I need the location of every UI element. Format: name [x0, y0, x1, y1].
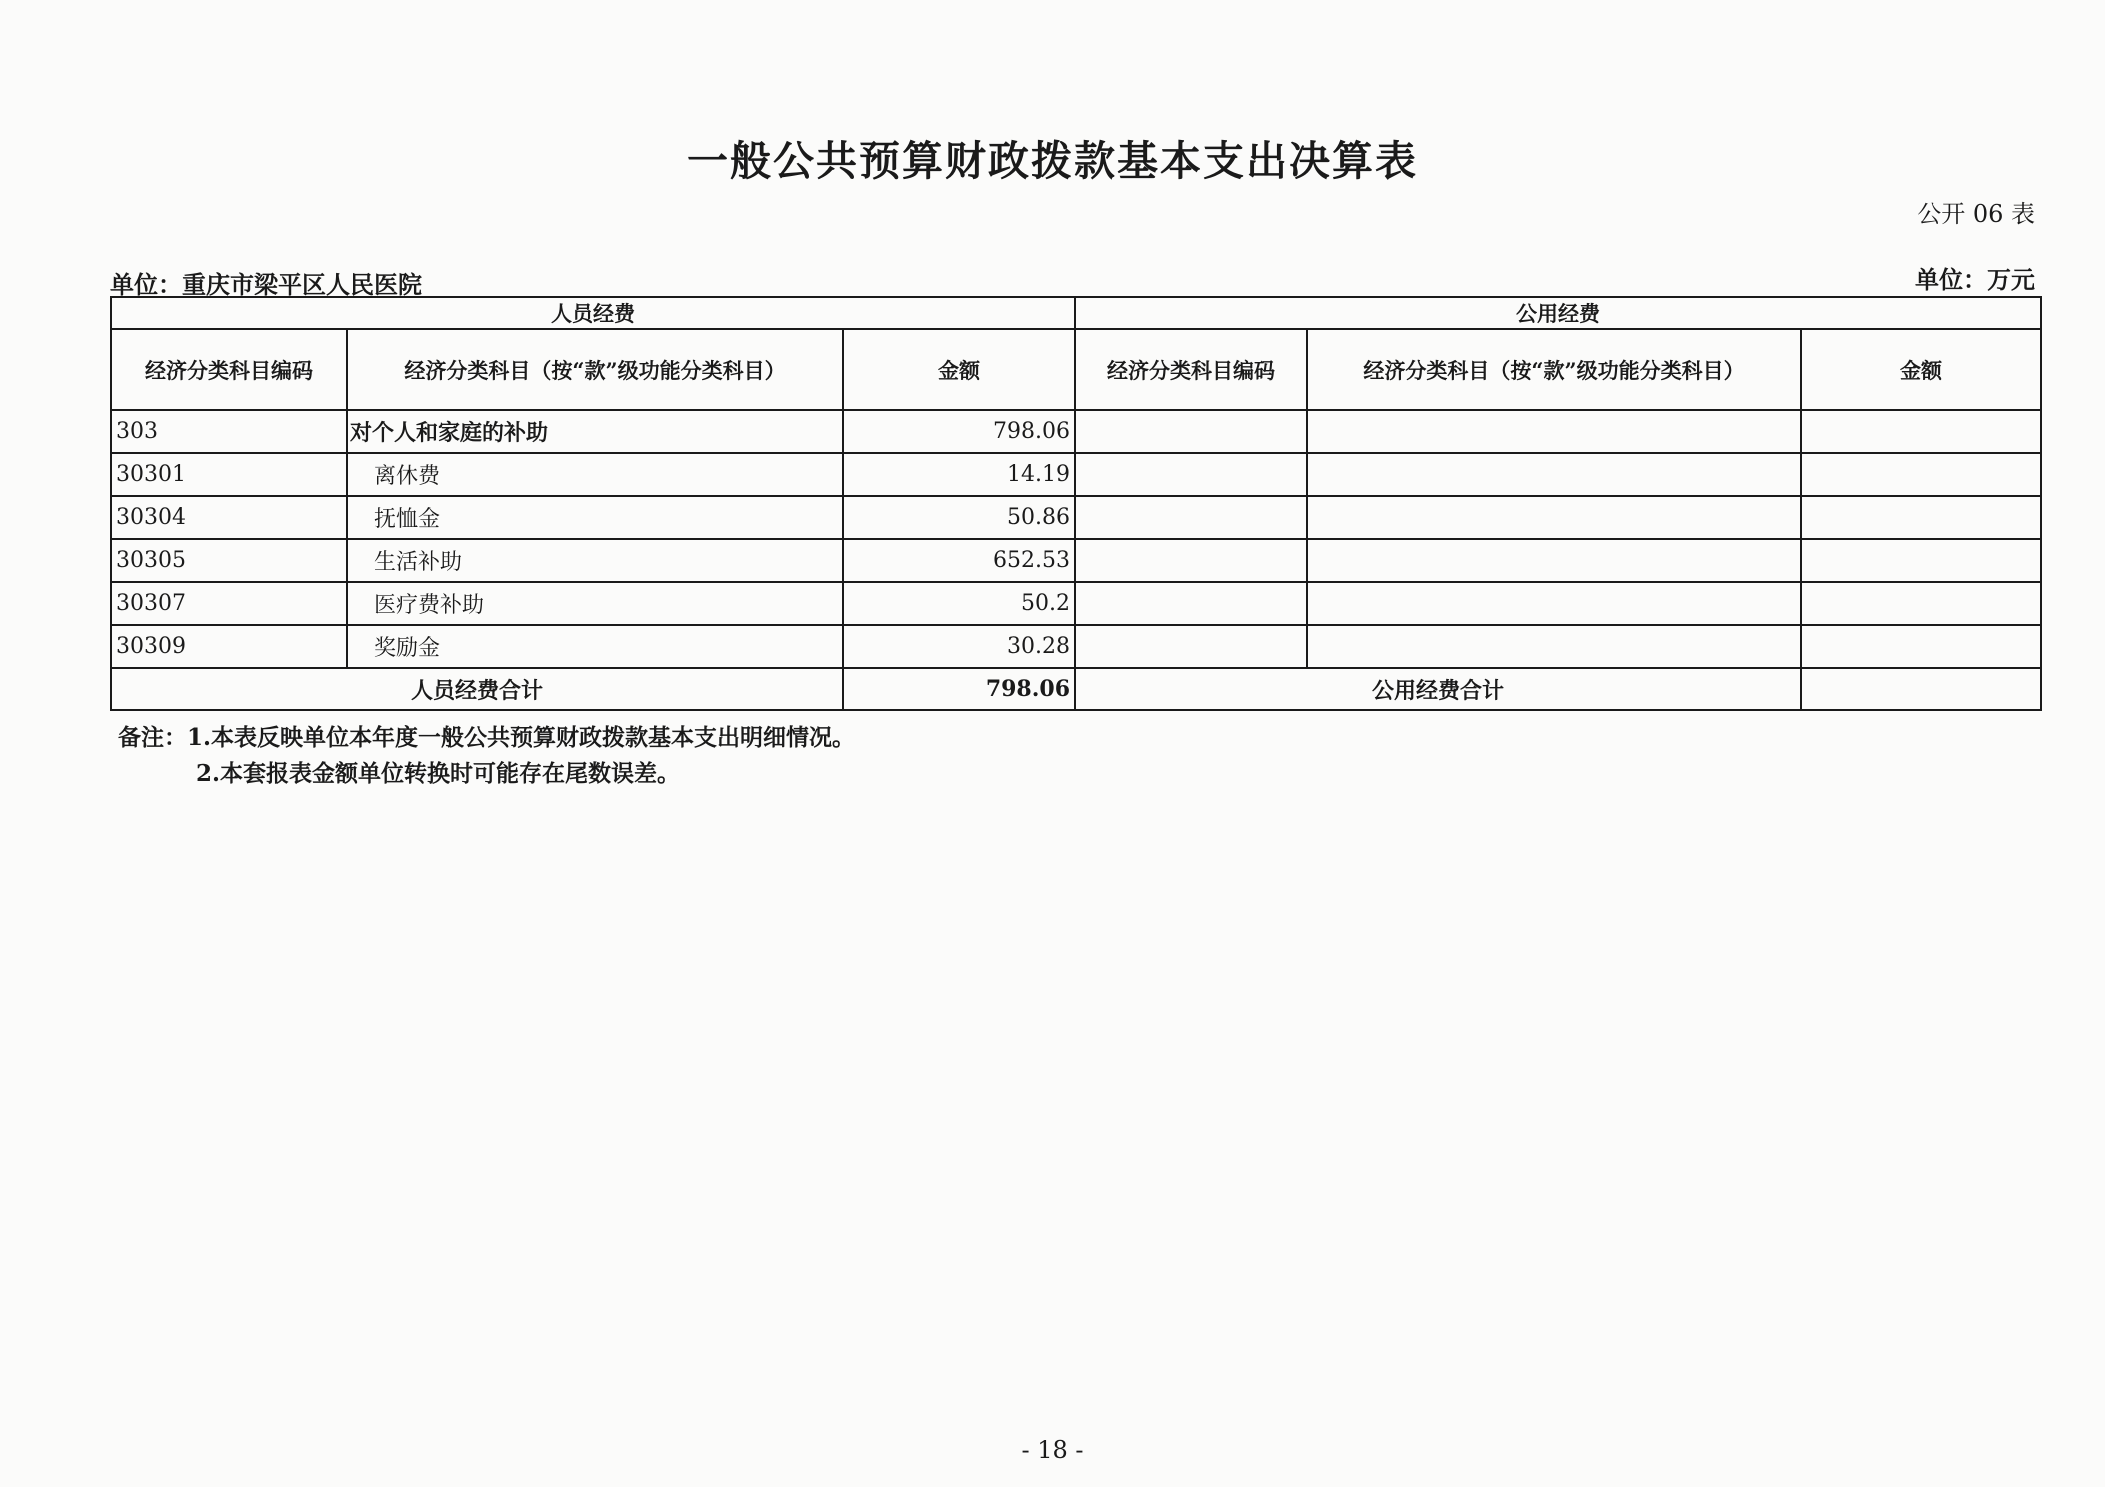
empty-cell	[1075, 453, 1307, 496]
row-name: 对个人和家庭的补助	[347, 410, 843, 453]
empty-cell	[1075, 582, 1307, 625]
col-name-header: 经济分类科目（按“款”级功能分类科目）	[347, 329, 843, 410]
row-amount: 50.86	[843, 496, 1075, 539]
row-name: 抚恤金	[347, 496, 843, 539]
empty-cell	[1307, 453, 1801, 496]
total-public-label: 公用经费合计	[1075, 668, 1801, 710]
row-code: 30305	[111, 539, 347, 582]
empty-cell	[1075, 410, 1307, 453]
table-row	[111, 625, 2041, 668]
col-amount-header: 金额	[843, 329, 1075, 410]
row-code: 303	[111, 410, 347, 453]
page-title: 一般公共预算财政拨款基本支出决算表	[687, 137, 1418, 185]
total-public-amount	[1801, 668, 2041, 710]
empty-cell	[1801, 539, 2041, 582]
empty-cell	[1075, 496, 1307, 539]
row-name: 医疗费补助	[347, 582, 843, 625]
row-amount: 14.19	[843, 453, 1075, 496]
note-line-2: 2.本套报表金额单位转换时可能存在尾数误差。	[196, 760, 681, 787]
table-row	[111, 496, 2041, 539]
empty-cell	[1307, 410, 1801, 453]
table-row	[111, 539, 2041, 582]
row-amount: 30.28	[843, 625, 1075, 668]
row-code: 30309	[111, 625, 347, 668]
row-code: 30301	[111, 453, 347, 496]
empty-cell	[1075, 625, 1307, 668]
page-number: - 18 -	[1021, 1436, 1084, 1464]
col-public-amount-header: 金额	[1801, 329, 2041, 410]
empty-cell	[1307, 625, 1801, 668]
unit-organization: 单位：重庆市梁平区人民医院	[110, 270, 422, 299]
total-row	[111, 668, 2041, 710]
form-number: 公开 06 表	[1917, 200, 2035, 228]
empty-cell	[1801, 582, 2041, 625]
group-personnel-header: 人员经费	[111, 297, 1075, 329]
budget-table	[110, 296, 2042, 711]
table-row	[111, 453, 2041, 496]
empty-cell	[1801, 453, 2041, 496]
total-personnel-amount: 798.06	[843, 668, 1075, 710]
note-line-1: 备注：1.本表反映单位本年度一般公共预算财政拨款基本支出明细情况。	[118, 724, 856, 751]
row-name: 离休费	[347, 453, 843, 496]
group-public-header: 公用经费	[1075, 297, 2041, 329]
empty-cell	[1307, 496, 1801, 539]
unit-currency: 单位：万元	[1915, 265, 2035, 294]
empty-cell	[1801, 410, 2041, 453]
empty-cell	[1307, 539, 1801, 582]
row-code: 30304	[111, 496, 347, 539]
group-header-row	[111, 297, 2041, 329]
col-public-name-header: 经济分类科目（按“款”级功能分类科目）	[1307, 329, 1801, 410]
empty-cell	[1307, 582, 1801, 625]
empty-cell	[1075, 539, 1307, 582]
table-row	[111, 582, 2041, 625]
row-name: 奖励金	[347, 625, 843, 668]
row-amount: 798.06	[843, 410, 1075, 453]
row-name: 生活补助	[347, 539, 843, 582]
row-code: 30307	[111, 582, 347, 625]
table-row	[111, 410, 2041, 453]
total-personnel-label: 人员经费合计	[111, 668, 843, 710]
row-amount: 652.53	[843, 539, 1075, 582]
col-public-code-header: 经济分类科目编码	[1075, 329, 1307, 410]
empty-cell	[1801, 625, 2041, 668]
column-header-row	[111, 329, 2041, 410]
row-amount: 50.2	[843, 582, 1075, 625]
empty-cell	[1801, 496, 2041, 539]
col-code-header: 经济分类科目编码	[111, 329, 347, 410]
